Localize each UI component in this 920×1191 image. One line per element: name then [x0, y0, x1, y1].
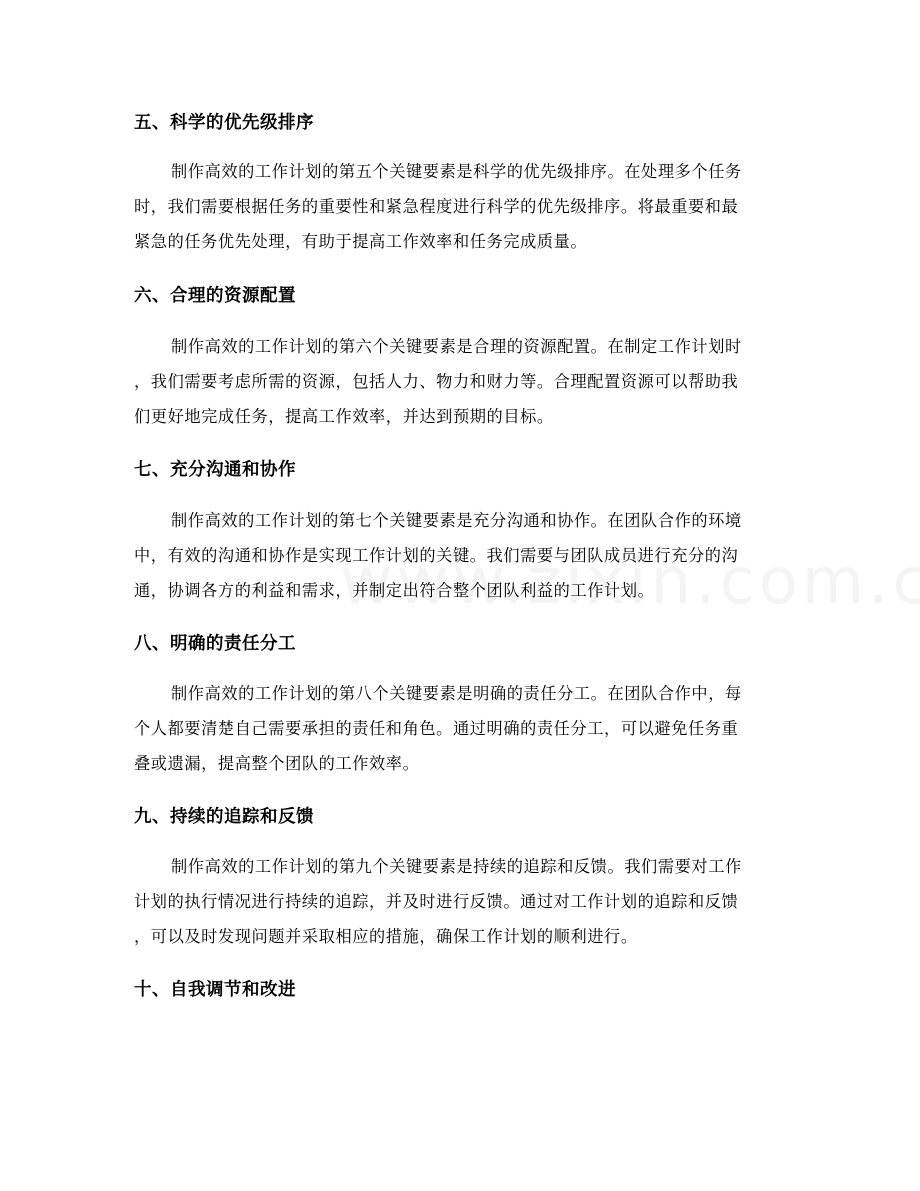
paragraph-line: 制作高效的工作计划的第六个关键要素是合理的资源配置。在制定工作计划时: [171, 337, 742, 356]
paragraph-line: 紧急的任务优先处理，有助于提高工作效率和任务完成质量。: [134, 232, 588, 251]
section-paragraph-8: [134, 676, 786, 781]
paragraph-line: 计划的执行情况进行持续的追踪，并及时进行反馈。通过对工作计划的追踪和反馈: [134, 892, 739, 911]
section-paragraph-5: [134, 154, 786, 259]
paragraph-line: 制作高效的工作计划的第八个关键要素是明确的责任分工。在团队合作中，每: [171, 684, 742, 703]
section-heading-10: 十、自我调节和改进: [134, 980, 296, 1000]
paragraph-line: 时，我们需要根据任务的重要性和紧急程度进行科学的优先级排序。将最重要和最: [134, 197, 739, 216]
section-heading-9: 九、持续的追踪和反馈: [134, 807, 314, 827]
paragraph-line: 制作高效的工作计划的第七个关键要素是充分沟通和协作。在团队合作的环境: [171, 511, 742, 530]
paragraph-line: 制作高效的工作计划的第九个关键要素是持续的追踪和反馈。我们需要对工作: [171, 857, 742, 876]
paragraph-line: 个人都要清楚自己需要承担的责任和角色。通过明确的责任分工，可以避免任务重: [134, 719, 739, 738]
section-heading-8: 八、明确的责任分工: [134, 634, 296, 654]
paragraph-line: 们更好地完成任务，提高工作效率，并达到预期的目标。: [134, 407, 554, 426]
section-paragraph-9: [134, 849, 786, 954]
paragraph-line: 叠或遗漏，提高整个团队的工作效率。: [134, 754, 420, 773]
section-heading-7: 七、充分沟通和协作: [134, 460, 296, 480]
paragraph-line: 中，有效的沟通和协作是实现工作计划的关键。我们需要与团队成员进行充分的沟: [134, 546, 739, 565]
section-paragraph-7: [134, 503, 786, 608]
paragraph-line: 制作高效的工作计划的第五个关键要素是科学的优先级排序。在处理多个任务: [171, 162, 742, 181]
paragraph-line: ，可以及时发现问题并采取相应的措施，确保工作计划的顺利进行。: [134, 927, 638, 946]
section-heading-5: 五、科学的优先级排序: [134, 113, 314, 133]
paragraph-line: ，我们需要考虑所需的资源，包括人力、物力和财力等。合理配置资源可以帮助我: [134, 372, 739, 391]
paragraph-line: 通，协调各方的利益和需求，并制定出符合整个团队利益的工作计划。: [134, 581, 655, 600]
section-heading-6: 六、合理的资源配置: [134, 286, 296, 306]
section-paragraph-6: [134, 329, 786, 434]
